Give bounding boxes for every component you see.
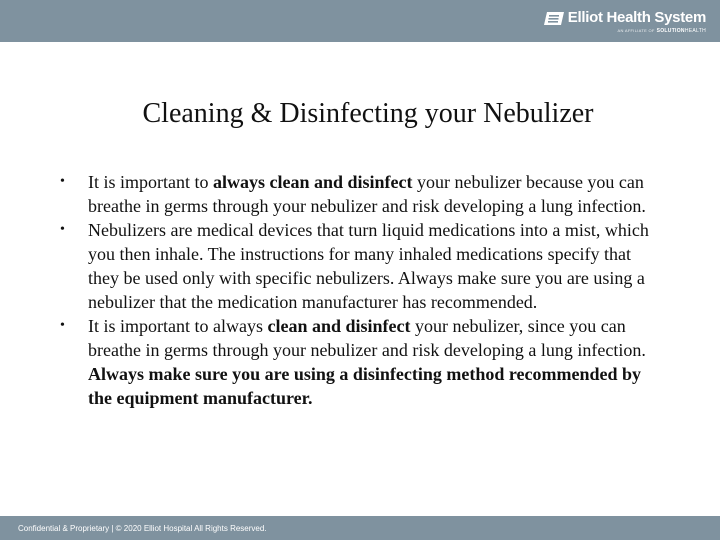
footer-copyright: Confidential & Proprietary | © 2020 Elliot Hospital All Rights Reserved. xyxy=(18,524,267,533)
bullet-text: your nebulizer, since you can breathe in germs through your nebulizer and risk developing a lung infection. xyxy=(88,316,646,360)
logo-tag-rest: HEALTH xyxy=(684,28,706,34)
bullet-emphasis: always clean and disinfect xyxy=(213,172,413,192)
bullet-list xyxy=(60,170,660,410)
bullet-item xyxy=(60,218,660,314)
header-bar xyxy=(0,0,720,42)
bullet-text: Nebulizers are medical devices that turn liquid medications into a mist, which you then inhale. The instructions for many inhaled medications specify that they be used only with specific nebulizers. Always make sure you are using a nebulizer that the medication manufacturer has recommended. xyxy=(88,220,649,312)
logo-tagline xyxy=(544,27,706,35)
logo-name: Elliot Health System xyxy=(567,9,706,26)
bullet-text: your nebulizer because you can breathe in germs through your nebulizer and risk developing a lung infection. xyxy=(88,172,646,216)
slide-title: Cleaning & Disinfecting your Nebulizer xyxy=(142,98,594,129)
bullet-text: It is important to xyxy=(88,172,213,192)
bullet-item xyxy=(60,314,660,410)
brand-logo xyxy=(544,10,706,35)
logo-tag-prefix: AN AFFILIATE OF xyxy=(617,28,655,33)
bullet-marker: • xyxy=(60,174,65,189)
elliot-logo-mark-icon xyxy=(544,12,564,25)
bullet-emphasis: clean and disinfect xyxy=(267,316,411,336)
logo-tag-bold: SOLUTION xyxy=(656,28,685,34)
bullet-item xyxy=(60,170,660,218)
footer-bar xyxy=(0,516,720,540)
bullet-text: It is important to always xyxy=(88,316,268,336)
bullet-emphasis: Always make sure you are using a disinfecting method recommended by the equipment manufacturer. xyxy=(88,364,642,408)
bullet-marker: • xyxy=(60,222,65,237)
bullet-marker: • xyxy=(60,318,65,333)
